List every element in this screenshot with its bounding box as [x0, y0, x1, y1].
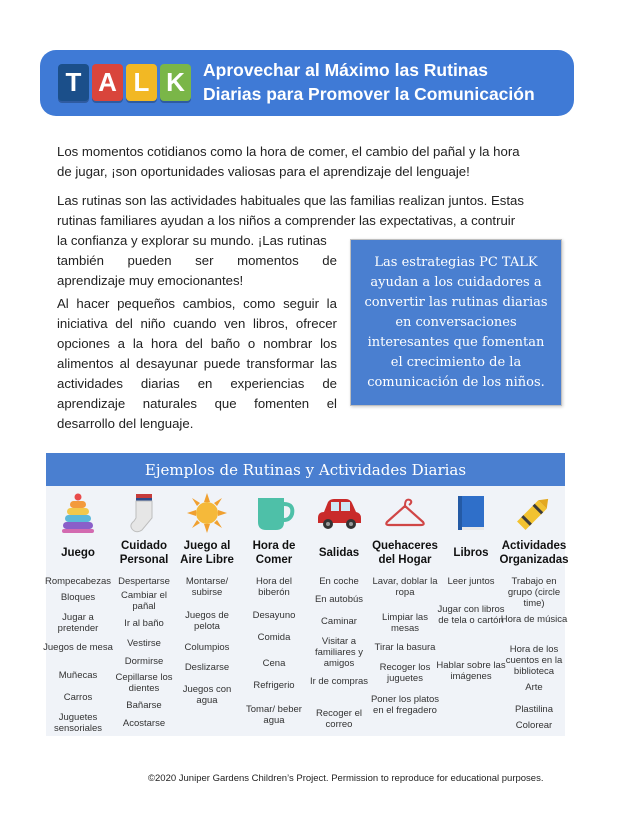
- list-item: Juegos de mesa: [43, 642, 113, 653]
- word: al: [119, 356, 130, 371]
- word: opciones: [57, 336, 110, 351]
- list-item: Plastilina: [514, 704, 554, 715]
- text-line: la confianza y explorar su mundo. ¡Las rutinas: [57, 233, 327, 248]
- list-item: Cena: [262, 658, 286, 669]
- routine-column-hora-de-comer: [245, 486, 303, 736]
- word: momentos: [237, 253, 299, 268]
- routines-table-title: [46, 453, 565, 486]
- list-item: Colorear: [515, 720, 553, 731]
- logo-letter-k: K: [160, 64, 191, 101]
- word: del: [185, 336, 203, 351]
- word: los: [320, 336, 337, 351]
- column-header: Hora de Comer: [252, 540, 296, 566]
- list-item: Limpiar las mesas: [382, 612, 428, 634]
- text-line: [57, 394, 337, 414]
- list-item: Bloques: [60, 592, 96, 603]
- routines-table: [43, 486, 569, 736]
- word: pueden: [127, 253, 172, 268]
- word: baño: [210, 336, 241, 351]
- list-item: Trabajo en grupo (circle time): [507, 576, 561, 609]
- stacking-rings-icon: [49, 492, 107, 534]
- routine-column-juego-al-aire-libre: [178, 486, 236, 736]
- list-item: Visitar a familiares y amigos: [314, 636, 364, 669]
- list-item: Lavar, doblar la ropa: [372, 576, 438, 598]
- word: el: [326, 396, 337, 411]
- word: experiencias: [230, 376, 305, 391]
- word: la: [132, 336, 144, 351]
- word: la: [326, 296, 337, 311]
- list-item: Cepillarse los dientes: [115, 672, 173, 694]
- word: desayunar: [136, 356, 198, 371]
- routine-column-juego: [43, 486, 113, 736]
- list-item: Jugar con libros de tela o cartón: [437, 604, 505, 626]
- intro-paragraph: [57, 142, 567, 182]
- cup-icon: [245, 492, 303, 534]
- list-item: Despertarse: [118, 576, 170, 587]
- list-item: Hora del biberón: [256, 576, 292, 598]
- word: como: [243, 296, 276, 311]
- text-line: Las rutinas son las actividades habituales que las familias realizan juntos. Estas: [57, 193, 524, 208]
- logo-letter-a: A: [92, 64, 123, 101]
- word: aprendizaje: [57, 396, 126, 411]
- list-item: Juguetes sensoriales: [53, 712, 103, 734]
- list-item: Refrigerio: [253, 680, 295, 691]
- list-item: Ir de compras: [309, 676, 369, 687]
- talk-logo: [58, 64, 191, 101]
- title-line-2: Diarias para Promover la Comunicación: [203, 84, 535, 104]
- list-item: Juegos de pelota: [185, 610, 229, 632]
- word: ofrecer: [295, 316, 337, 331]
- list-item: En coche: [319, 576, 359, 587]
- list-item: Arte: [525, 682, 543, 693]
- list-item: Hablar sobre las imágenes: [436, 660, 506, 682]
- word: seguir: [283, 296, 319, 311]
- list-item: Carros: [63, 692, 93, 703]
- column-header: Juego: [61, 547, 95, 559]
- list-item: En autobús: [314, 594, 364, 605]
- title-line-1: Aprovechar al Máximo las Rutinas: [203, 60, 488, 80]
- page-title: [203, 58, 569, 106]
- text-line: [57, 314, 337, 334]
- word: ven: [224, 316, 246, 331]
- list-item: Recoger el correo: [316, 708, 362, 730]
- word: cuando: [173, 316, 217, 331]
- list-item: Columpios: [184, 642, 230, 653]
- routine-column-actividades-organizadas: [499, 486, 569, 736]
- list-item: Hora de los cuentos en la biblioteca: [505, 644, 563, 677]
- word: del: [115, 316, 133, 331]
- car-icon: [310, 492, 368, 534]
- list-item: Acostarse: [122, 718, 166, 729]
- hanger-icon: [376, 492, 434, 534]
- callout-text: Las estrategias PC TALK ayudan a los cuidadores a convertir las rutinas diarias en conversaciones interesantes que fomentan el crecimiento de la comunicación de los niños.: [364, 254, 548, 390]
- crayon-icon: [505, 492, 563, 534]
- column-header: Salidas: [318, 547, 360, 559]
- text-line: de jugar, ¡son oportunidades valiosas para el aprendizaje del lenguaje!: [57, 164, 470, 179]
- column-header: Actividades Organizadas: [499, 540, 569, 566]
- list-item: Muñecas: [58, 670, 98, 681]
- column-header: Libros: [453, 547, 489, 559]
- strategy-callout-box: [350, 239, 562, 406]
- changes-paragraph: [57, 294, 337, 434]
- routine-column-cuidado-personal: [115, 486, 173, 736]
- table-title-text: Ejemplos de Rutinas y Actividades Diarias: [144, 460, 467, 479]
- column-header: Juego al Aire Libre: [180, 540, 234, 566]
- word: hacer: [76, 296, 110, 311]
- list-item: Juegos con agua: [182, 684, 232, 706]
- routine-column-libros: [436, 486, 506, 736]
- text-line: rutinas familiares ayudan a los niños a comprender las expectativas, a contruir: [57, 213, 516, 228]
- justified-line: [57, 251, 337, 271]
- sock-icon: [115, 492, 173, 534]
- copyright-footer: ©2020 Juniper Gardens Children’s Project. Permission to reproduce for educational purposes.: [148, 773, 544, 784]
- word: libros,: [253, 316, 289, 331]
- word: Al: [57, 296, 69, 311]
- text-line: [57, 374, 337, 394]
- list-item: Comida: [257, 632, 291, 643]
- list-item: Tirar la basura: [374, 642, 436, 653]
- word: pequeños: [117, 296, 176, 311]
- logo-letter-t: T: [58, 64, 89, 101]
- list-item: Deslizarse: [184, 662, 230, 673]
- word: en: [197, 376, 213, 391]
- list-item: Tomar/ beber agua: [246, 704, 302, 726]
- book-icon: [442, 492, 500, 534]
- word: puede: [203, 356, 241, 371]
- word: de: [322, 376, 337, 391]
- column-header: Cuidado Personal: [119, 540, 169, 566]
- text-line: [57, 334, 337, 354]
- word: ser: [195, 253, 214, 268]
- word: que: [214, 396, 237, 411]
- word: actividades: [57, 376, 123, 391]
- routine-column-quehaceres-del-hogar: [370, 486, 440, 736]
- text-line: Los momentos cotidianos como la hora de comer, el cambio del pañal y la hora: [57, 144, 520, 159]
- word: alimentos: [57, 356, 114, 371]
- word: las: [320, 356, 337, 371]
- list-item: Jugar a pretender: [57, 612, 99, 634]
- list-item: Desayuno: [252, 610, 296, 621]
- word: o: [247, 336, 256, 351]
- list-item: Ir al baño: [124, 618, 164, 629]
- list-item: Hora de música: [500, 614, 568, 625]
- text-line: [57, 354, 337, 374]
- list-item: Leer juntos: [447, 576, 495, 587]
- logo-letter-l: L: [126, 64, 157, 101]
- word: niño: [140, 316, 166, 331]
- word: naturales: [142, 396, 198, 411]
- list-item: Cambiar el pañal: [121, 590, 167, 612]
- word: fomenten: [254, 396, 310, 411]
- sun-icon: [178, 492, 236, 534]
- word: de: [322, 253, 337, 268]
- word: diarias: [140, 376, 180, 391]
- text-line: [57, 294, 337, 314]
- word: transformar: [246, 356, 314, 371]
- word: hora: [150, 336, 178, 351]
- text-line: desarrollo del lenguaje.: [57, 416, 194, 431]
- text-line: aprendizaje muy emocionantes!: [57, 273, 244, 288]
- list-item: Rompecabezas: [44, 576, 111, 587]
- list-item: Recoger los juguetes: [379, 662, 431, 684]
- word: también: [57, 253, 104, 268]
- word: iniciativa: [57, 316, 108, 331]
- list-item: Poner los platos en el fregadero: [370, 694, 440, 716]
- word: nombrar: [263, 336, 313, 351]
- word: a: [117, 336, 125, 351]
- list-item: Montarse/ subirse: [185, 576, 229, 598]
- list-item: Dormirse: [124, 656, 164, 667]
- header-banner: [40, 50, 574, 116]
- list-item: Caminar: [321, 616, 357, 627]
- word: cambios,: [182, 296, 236, 311]
- column-header: Quehaceres del Hogar: [372, 540, 438, 566]
- list-item: Vestirse: [127, 638, 161, 649]
- routine-column-salidas: [310, 486, 368, 736]
- list-item: Bañarse: [126, 700, 162, 711]
